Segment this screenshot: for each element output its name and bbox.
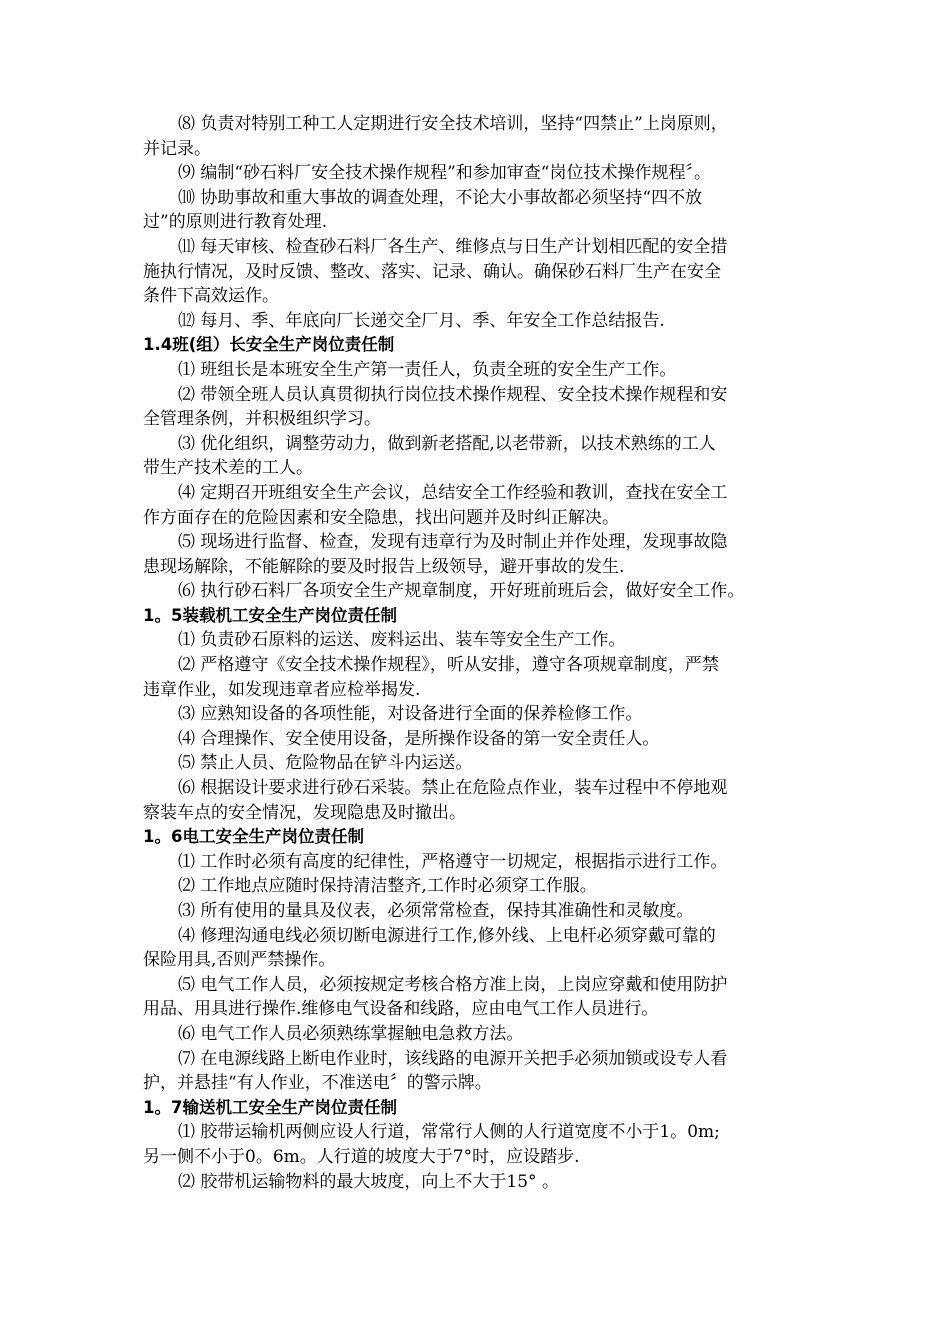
section-heading-1-6: 1。6电工安全生产岗位责任制	[143, 827, 364, 847]
paragraph-line: 并记录。	[143, 138, 211, 159]
paragraph-line: 作方面存在的危险因素和安全隐患，找出问题并及时纠正解决。	[143, 507, 619, 528]
paragraph-line: ⑴ 负责砂石原料的运送、废料运出、装车等安全生产工作。	[178, 630, 626, 651]
section-heading-1-4: 1.4班(组）长安全生产岗位责任制	[143, 335, 395, 355]
paragraph-line: ⑶ 所有使用的量具及仪表，必须常常检查，保持其准确性和灵敏度。	[178, 901, 694, 921]
paragraph-line: ⑸ 电气工作人员，必须按规定考核合格方准上岗，上岗应穿戴和使用防护	[178, 974, 728, 995]
paragraph-line: ⑴ 胶带运输机两侧应设人行道，常常行人侧的人行道宽度不小于1。0m;	[178, 1122, 720, 1143]
paragraph-line: ⑺ 在电源线路上断电作业时，该线路的电源开关把手必须加锁或设专人看	[178, 1048, 728, 1069]
paragraph-line: 全管理条例，并积极组织学习。	[143, 409, 381, 430]
paragraph-line: 察装车点的安全情况，发现隐患及时撤出。	[143, 802, 466, 823]
paragraph-line: ⑵ 工作地点应随时保持清洁整齐,工作时必须穿工作服。	[178, 876, 597, 897]
section-heading-1-5: 1。5装载机工安全生产岗位责任制	[143, 605, 397, 625]
paragraph-line: ⑶ 应熟知设备的各项性能，对设备进行全面的保养检修工作。	[178, 704, 643, 725]
paragraph-line: 患现场解除，不能解除的要及时报告上级领导，避开事故的发生.	[143, 556, 625, 577]
paragraph-line: ⑹ 根据设计要求进行砂石采装。禁止在危险点作业，装车过程中不停地观	[178, 778, 728, 799]
paragraph-line: ⑵ 严格遵守《安全技术操作规程》，听从安排，遵守各项规章制度，严禁	[178, 655, 719, 676]
paragraph-line: 过”的原则进行教育处理.	[143, 212, 328, 233]
paragraph-line: ⑼ 编制“砂石料厂安全技术操作规程”和参加审查“岗位技术操作规程〞。	[178, 163, 711, 184]
paragraph-line: ⑴ 班组长是本班安全生产第一责任人，负责全班的安全生产工作。	[178, 359, 677, 380]
paragraph-line: ⑷ 定期召开班组安全生产会议，总结安全工作经验和教训，查找在安全工	[178, 482, 728, 503]
paragraph-line: ⑷ 合理操作、安全使用设备，是所操作设备的第一安全责任人。	[178, 728, 660, 749]
paragraph-line: 带生产技术差的工人。	[143, 458, 313, 479]
paragraph-line: ⑿ 每月、季、年底向厂长递交全厂月、季、年安全工作总结报告.	[178, 310, 665, 331]
paragraph-line: 另一侧不小于0。6m。人行道的坡度大于7°时，应设踏步.	[143, 1146, 580, 1167]
paragraph-line: ⑻ 负责对特别工种工人定期进行安全技术培训，坚持“四禁止”上岗原则，	[178, 114, 728, 134]
paragraph-line: ⑹ 电气工作人员必须熟练掌握触电急救方法。	[178, 1023, 524, 1044]
paragraph-line: ⑶ 优化组织，调整劳动力，做到新老搭配,以老带新，以技术熟练的工人	[178, 433, 716, 454]
paragraph-line: 护，并悬挂“有人作业，不准送电〞的警示牌。	[143, 1073, 492, 1094]
paragraph-line: ⑸ 现场进行监督、检查，发现有违章行为及时制止并作处理，发现事故隐	[178, 532, 728, 553]
document-page	[0, 112, 950, 1194]
paragraph-line: ⑽ 协助事故和重大事故的调查处理，不论大小事故都必须坚持“四不放	[178, 187, 703, 208]
paragraph-line: ⑹ 执行砂石料厂各项安全生产规章制度，开好班前班后会，做好安全工作。	[178, 581, 745, 602]
section-heading-1-7: 1。7输送机工安全生产岗位责任制	[143, 1097, 397, 1117]
paragraph-line: ⑷ 修理沟通电线必须切断电源进行工作,修外线、上电杆必须穿戴可靠的	[178, 925, 716, 946]
paragraph-line: 施执行情况，及时反馈、整改、落实、记录、确认。确保砂石料厂生产在安全	[143, 261, 721, 282]
paragraph-line: 违章作业，如发现违章者应检举揭发.	[143, 679, 421, 700]
paragraph-line: 条件下高效运作。	[143, 286, 279, 307]
paragraph-line: ⑵ 胶带机运输物料的最大坡度，向上不大于15° 。	[178, 1171, 559, 1192]
paragraph-line: 用品、用具进行操作.维修电气设备和线路，应由电气工作人员进行。	[143, 999, 659, 1020]
paragraph-line: ⑾ 每天审核、检查砂石料厂各生产、维修点与日生产计划相匹配的安全措	[178, 236, 728, 257]
paragraph-line: ⑸ 禁止人员、危险物品在铲斗内运送。	[178, 753, 473, 774]
paragraph-line: ⑴ 工作时必须有高度的纪律性，严格遵守一切规定，根据指示进行工作。	[178, 851, 728, 872]
paragraph-line: 保险用具,否则严禁操作。	[143, 950, 336, 971]
paragraph-line: ⑵ 带领全班人员认真贯彻执行岗位技术操作规程、安全技术操作规程和安	[178, 384, 728, 405]
